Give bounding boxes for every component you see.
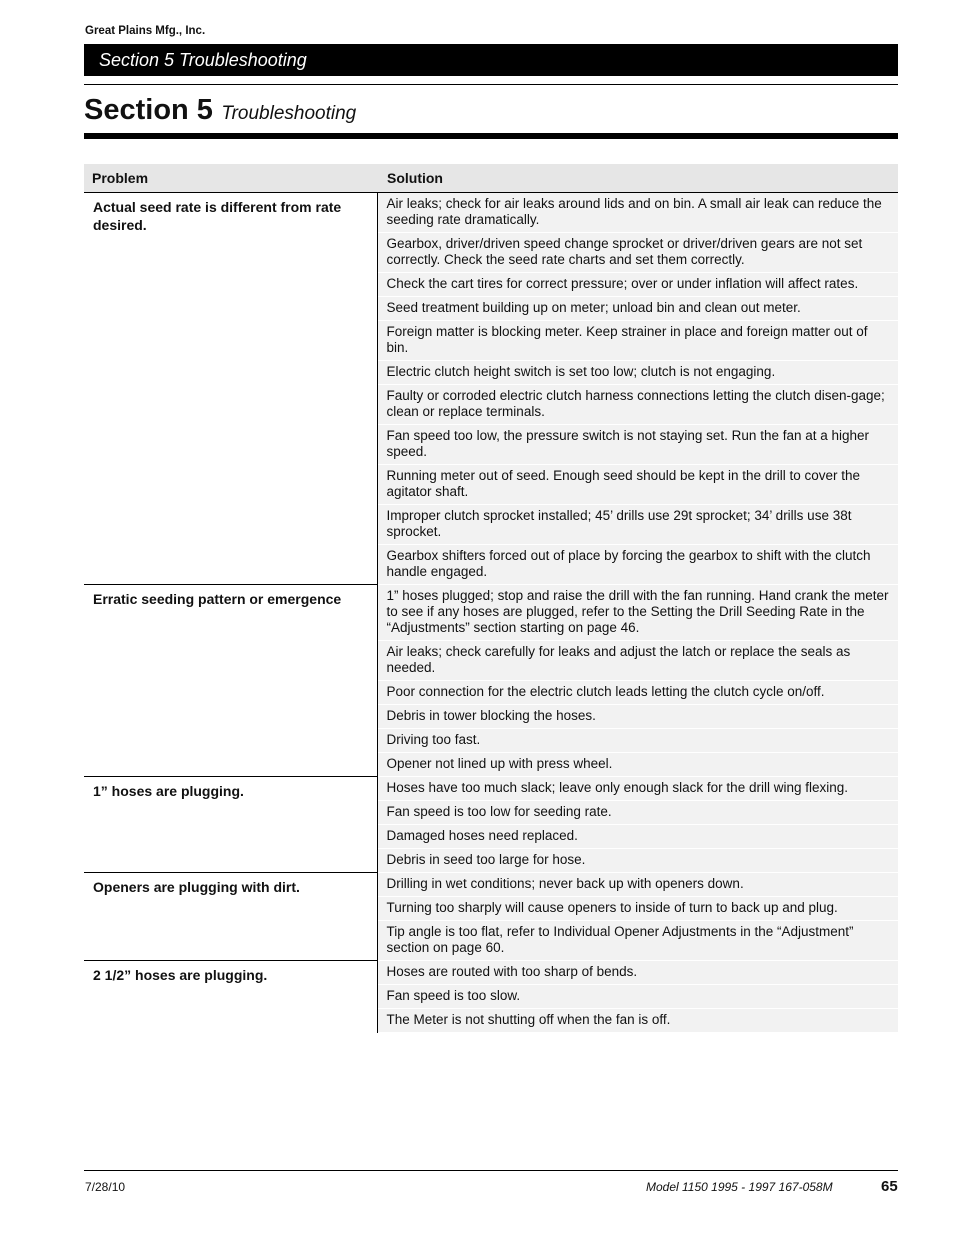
solution-cell: Foreign matter is blocking meter. Keep strainer in place and foreign matter out of bin. <box>377 321 898 361</box>
problem-cell: 1” hoses are plugging. <box>84 777 377 873</box>
solution-cell: Faulty or corroded electric clutch harness connections letting the clutch disen-gage; clean or replace terminals. <box>377 385 898 425</box>
solution-cell: The Meter is not shutting off when the fan is off. <box>377 1009 898 1033</box>
solution-cell: Improper clutch sprocket installed; 45’ drills use 29t sprocket; 34’ drills use 38t sprocket. <box>377 505 898 545</box>
problem-column-header: Problem <box>84 164 377 193</box>
section-banner: Section 5 Troubleshooting <box>84 44 898 76</box>
title-rule <box>84 133 898 139</box>
table-row <box>84 873 898 897</box>
troubleshooting-table <box>84 164 898 1033</box>
problem-cell: 2 1/2” hoses are plugging. <box>84 961 377 1033</box>
solution-cell: Damaged hoses need replaced. <box>377 825 898 849</box>
table-row <box>84 193 898 233</box>
page-title <box>84 94 356 127</box>
table-row <box>84 961 898 985</box>
company-name: Great Plains Mfg., Inc. <box>85 25 206 37</box>
solution-cell: Fan speed too low, the pressure switch is not staying set. Run the fan at a higher speed. <box>377 425 898 465</box>
solution-cell: Gearbox shifters forced out of place by forcing the gearbox to shift with the clutch handle engaged. <box>377 545 898 585</box>
solution-cell: Running meter out of seed. Enough seed should be kept in the drill to cover the agitator shaft. <box>377 465 898 505</box>
solution-cell: Debris in seed too large for hose. <box>377 849 898 873</box>
solution-cell: Fan speed is too low for seeding rate. <box>377 801 898 825</box>
solution-cell: Fan speed is too slow. <box>377 985 898 1009</box>
solution-cell: Tip angle is too flat, refer to Individual Opener Adjustments in the “Adjustment” section on page 60. <box>377 921 898 961</box>
table-header-row <box>84 164 898 193</box>
solution-cell: 1” hoses plugged; stop and raise the drill with the fan running. Hand crank the meter to see if any hoses are plugged, refer to the Setting the Drill Seeding Rate in the “Adjustments” section starting on page 46. <box>377 585 898 641</box>
solution-cell: Seed treatment building up on meter; unload bin and clean out meter. <box>377 297 898 321</box>
footer-date: 7/28/10 <box>85 1180 126 1194</box>
solution-cell: Hoses have too much slack; leave only enough slack for the drill wing flexing. <box>377 777 898 801</box>
section-subtitle: Troubleshooting <box>221 103 357 124</box>
problem-cell: Openers are plugging with dirt. <box>84 873 377 961</box>
page-number: 65 <box>881 1178 898 1195</box>
solution-cell: Driving too fast. <box>377 729 898 753</box>
footer-rule <box>84 1170 898 1171</box>
footer-model: Model 1150 1995 - 1997 167-058M <box>646 1180 833 1194</box>
solution-cell: Poor connection for the electric clutch leads letting the clutch cycle on/off. <box>377 681 898 705</box>
table-row <box>84 777 898 801</box>
solution-cell: Hoses are routed with too sharp of bends. <box>377 961 898 985</box>
solution-cell: Electric clutch height switch is set too low; clutch is not engaging. <box>377 361 898 385</box>
solution-cell: Gearbox, driver/driven speed change sprocket or driver/driven gears are not set correctly. Check the seed rate charts and set them correctly. <box>377 233 898 273</box>
problem-cell: Erratic seeding pattern or emergence <box>84 585 377 777</box>
solution-column-header: Solution <box>377 164 898 193</box>
solution-cell: Drilling in wet conditions; never back up with openers down. <box>377 873 898 897</box>
solution-cell: Air leaks; check for air leaks around lids and on bin. A small air leak can reduce the seeding rate dramatically. <box>377 193 898 233</box>
problem-cell: Actual seed rate is different from rate desired. <box>84 193 377 585</box>
solution-cell: Check the cart tires for correct pressure; over or under inflation will affect rates. <box>377 273 898 297</box>
header-rule <box>84 84 898 85</box>
section-number: Section 5 <box>84 94 213 126</box>
solution-cell: Opener not lined up with press wheel. <box>377 753 898 777</box>
solution-cell: Debris in tower blocking the hoses. <box>377 705 898 729</box>
solution-cell: Air leaks; check carefully for leaks and adjust the latch or replace the seals as needed. <box>377 641 898 681</box>
solution-cell: Turning too sharply will cause openers to inside of turn to back up and plug. <box>377 897 898 921</box>
table-row <box>84 585 898 641</box>
